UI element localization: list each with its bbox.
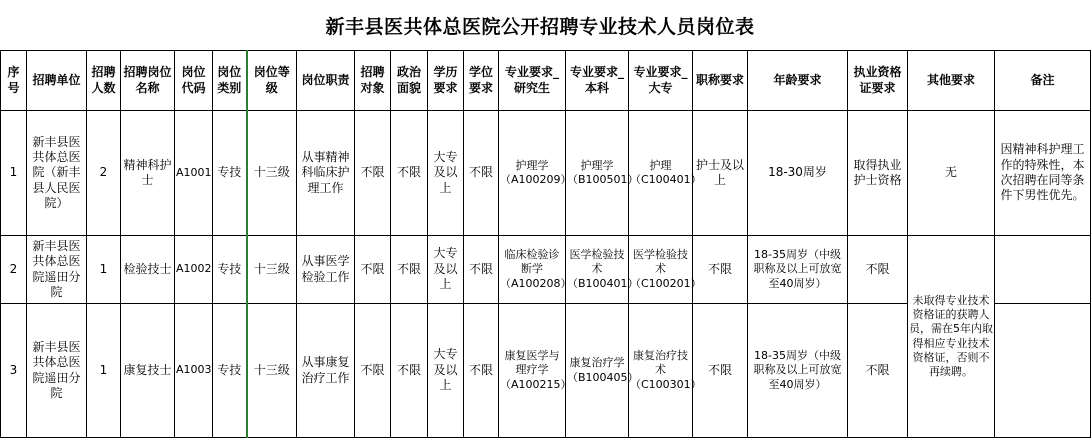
cell-remark[interactable]	[995, 236, 1091, 304]
cell-target[interactable]: 不限	[355, 236, 391, 304]
cell-major-bach[interactable]: 康复治疗学（B100405）	[566, 304, 629, 438]
cell-license[interactable]: 不限	[848, 236, 908, 304]
cell-title-req[interactable]: 护士及以上	[693, 111, 748, 236]
header-row	[1, 51, 1091, 111]
header-cell[interactable]: 执业资格证要求	[848, 51, 908, 111]
header-cell[interactable]: 学位要求	[464, 51, 499, 111]
cell-age[interactable]: 18-35周岁（中级职称及以上可放宽至40周岁）	[748, 304, 848, 438]
cell-other-merged[interactable]: 未取得专业技术资格证的获聘人员，需在5年内取得相应专业技术资格证，否则不再续聘。	[908, 236, 995, 438]
cell-education[interactable]: 大专及以上	[428, 304, 464, 438]
header-cell[interactable]: 专业要求_本科	[566, 51, 629, 111]
cell-count[interactable]: 1	[87, 304, 121, 438]
cell-major-college[interactable]: 医学检验技术（C100201）	[629, 236, 693, 304]
cell-major-college[interactable]: 护理（C100401）	[629, 111, 693, 236]
cell-count[interactable]: 2	[87, 111, 121, 236]
cell-license[interactable]: 不限	[848, 304, 908, 438]
cell-title-req[interactable]: 不限	[693, 304, 748, 438]
cell-other[interactable]: 无	[908, 111, 995, 236]
cell-category[interactable]: 专技	[213, 236, 247, 304]
cell-major-grad[interactable]: 康复医学与理疗学（A100215）	[499, 304, 566, 438]
cell-code[interactable]: A1002	[175, 236, 213, 304]
cell-level[interactable]: 十三级	[247, 111, 297, 236]
header-cell[interactable]: 岗位类别	[213, 51, 247, 111]
cell-post[interactable]: 检验技士	[121, 236, 175, 304]
cell-code[interactable]: A1001	[175, 111, 213, 236]
cell-remark[interactable]	[995, 304, 1091, 438]
cell-title-req[interactable]: 不限	[693, 236, 748, 304]
cell-major-bach[interactable]: 医学检验技术（B100401）	[566, 236, 629, 304]
cell-category[interactable]: 专技	[213, 304, 247, 438]
cell-unit[interactable]: 新丰县医共体总医院（新丰县人民医院）	[27, 111, 87, 236]
cell-post[interactable]: 精神科护士	[121, 111, 175, 236]
cell-political[interactable]: 不限	[391, 236, 428, 304]
cell-license[interactable]: 取得执业护士资格	[848, 111, 908, 236]
cell-code[interactable]: A1003	[175, 304, 213, 438]
cell-major-grad[interactable]: 护理学（A100209）	[499, 111, 566, 236]
cell-no[interactable]: 1	[1, 111, 27, 236]
cell-unit[interactable]: 新丰县医共体总医院遥田分院	[27, 304, 87, 438]
cell-political[interactable]: 不限	[391, 111, 428, 236]
cell-target[interactable]: 不限	[355, 304, 391, 438]
cell-level[interactable]: 十三级	[247, 304, 297, 438]
header-cell[interactable]: 招聘人数	[87, 51, 121, 111]
cell-age[interactable]: 18-30周岁	[748, 111, 848, 236]
cell-post[interactable]: 康复技士	[121, 304, 175, 438]
cell-remark[interactable]: 因精神科护理工作的特殊性，本次招聘在同等条件下男性优先。	[995, 111, 1091, 236]
cell-major-college[interactable]: 康复治疗技术（C100301）	[629, 304, 693, 438]
cell-unit[interactable]: 新丰县医共体总医院遥田分院	[27, 236, 87, 304]
table-row	[1, 111, 1091, 236]
cell-degree[interactable]: 不限	[464, 304, 499, 438]
job-table	[0, 50, 1091, 438]
cell-duty[interactable]: 从事康复治疗工作	[297, 304, 355, 438]
cell-age[interactable]: 18-35周岁（中级职称及以上可放宽至40周岁）	[748, 236, 848, 304]
header-cell[interactable]: 专业要求_大专	[629, 51, 693, 111]
cell-major-bach[interactable]: 护理学（B100501）	[566, 111, 629, 236]
header-cell[interactable]: 政治面貌	[391, 51, 428, 111]
cell-major-grad[interactable]: 临床检验诊断学（A100208）	[499, 236, 566, 304]
cell-category[interactable]: 专技	[213, 111, 247, 236]
cell-education[interactable]: 大专及以上	[428, 236, 464, 304]
cell-level[interactable]: 十三级	[247, 236, 297, 304]
header-cell[interactable]: 序号	[1, 51, 27, 111]
header-cell[interactable]: 职称要求	[693, 51, 748, 111]
cell-duty[interactable]: 从事精神科临床护理工作	[297, 111, 355, 236]
cell-political[interactable]: 不限	[391, 304, 428, 438]
cell-duty[interactable]: 从事医学检验工作	[297, 236, 355, 304]
header-cell[interactable]: 招聘对象	[355, 51, 391, 111]
cell-no[interactable]: 3	[1, 304, 27, 438]
cell-no[interactable]: 2	[1, 236, 27, 304]
table-row	[1, 236, 1091, 304]
cell-degree[interactable]: 不限	[464, 111, 499, 236]
cell-count[interactable]: 1	[87, 236, 121, 304]
header-cell[interactable]: 年龄要求	[748, 51, 848, 111]
table-title: 新丰县医共体总医院公开招聘专业技术人员岗位表	[0, 0, 1080, 51]
header-cell[interactable]: 招聘岗位名称	[121, 51, 175, 111]
header-cell[interactable]: 岗位代码	[175, 51, 213, 111]
header-cell[interactable]: 招聘单位	[27, 51, 87, 111]
cell-education[interactable]: 大专及以上	[428, 111, 464, 236]
header-cell[interactable]: 岗位职责	[297, 51, 355, 111]
cell-target[interactable]: 不限	[355, 111, 391, 236]
header-cell[interactable]: 岗位等级	[247, 51, 297, 111]
cell-degree[interactable]: 不限	[464, 236, 499, 304]
header-cell[interactable]: 专业要求_研究生	[499, 51, 566, 111]
header-cell[interactable]: 备注	[995, 51, 1091, 111]
header-cell[interactable]: 其他要求	[908, 51, 995, 111]
header-cell[interactable]: 学历要求	[428, 51, 464, 111]
